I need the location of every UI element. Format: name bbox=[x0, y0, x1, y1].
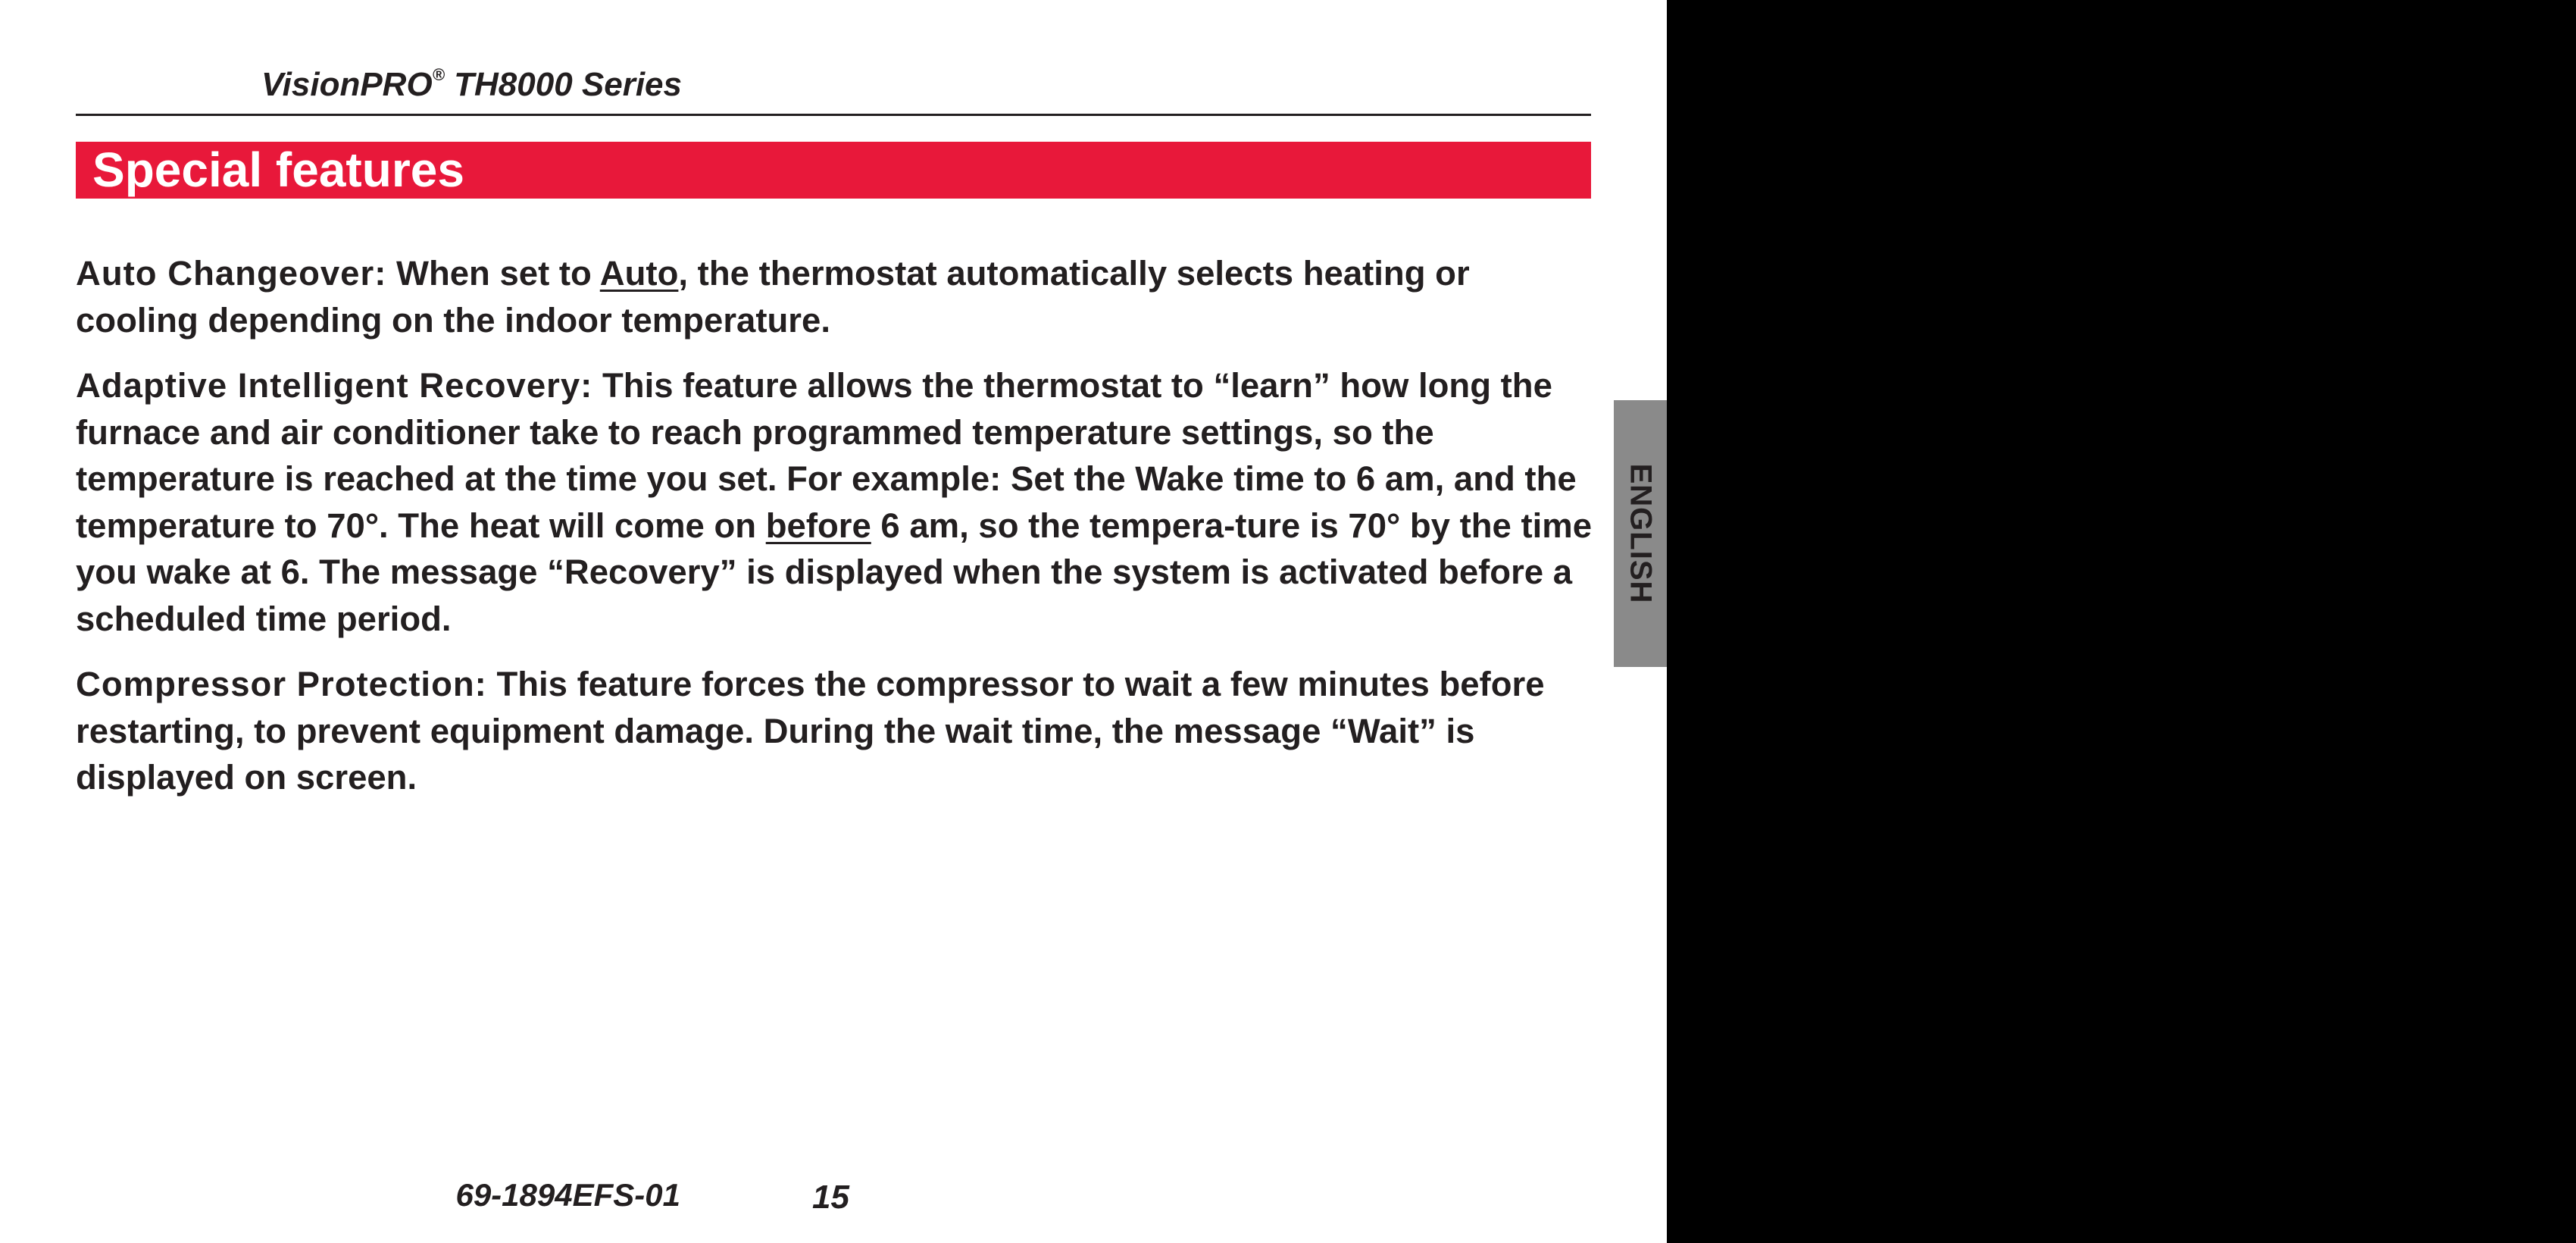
term-adaptive-recovery: Adaptive Intelligent Recovery: bbox=[76, 366, 593, 405]
underlined-before: before bbox=[765, 506, 871, 545]
header-series: TH8000 Series bbox=[444, 66, 682, 103]
header-product-title bbox=[261, 65, 682, 103]
document-number: 69-1894EFS-01 bbox=[455, 1177, 680, 1213]
underlined-auto: Auto bbox=[599, 254, 679, 293]
paragraph-compressor-protection bbox=[76, 661, 1599, 801]
auto-changeover-text-b: , the thermostat automatically selects heating or cooling depending on the indoor temperature. bbox=[76, 254, 1470, 340]
header-brand: VisionPRO bbox=[261, 66, 433, 103]
header-divider bbox=[76, 114, 1591, 116]
compressor-protection-text: This feature forces the compressor to wait a few minutes before restarting, to prevent equipment damage. During the wait time, the message “Wait” is displayed on screen. bbox=[76, 665, 1545, 797]
language-tab bbox=[1614, 400, 1667, 667]
section-header-bar bbox=[76, 142, 1591, 199]
section-title: Special features bbox=[92, 142, 464, 197]
term-auto-changeover: Auto Changeover: bbox=[76, 254, 387, 293]
registered-mark: ® bbox=[432, 65, 445, 84]
page-number: 15 bbox=[812, 1179, 849, 1216]
body-text bbox=[76, 250, 1599, 820]
right-black-panel bbox=[1667, 0, 2576, 1243]
term-compressor-protection: Compressor Protection: bbox=[76, 665, 487, 703]
language-tab-label: ENGLISH bbox=[1624, 463, 1658, 604]
paragraph-auto-changeover bbox=[76, 250, 1599, 343]
adaptive-recovery-text-a: This feature allows the thermostat to “learn” how long the furnace and air conditioner take to reach programmed temperature settings, so the temperature is reached at the time you set. For example: Set the Wake time to 6 am, and the temperature to 70°. The heat will come on bbox=[76, 366, 1577, 545]
auto-changeover-text-a: When set to bbox=[386, 254, 600, 293]
adaptive-recovery-text-b: 6 am, so the tempera-ture is 70° by the time you wake at 6. The message “Recovery” is displayed when the system is activated before a scheduled time period. bbox=[76, 506, 1593, 638]
paragraph-adaptive-recovery bbox=[76, 362, 1599, 642]
